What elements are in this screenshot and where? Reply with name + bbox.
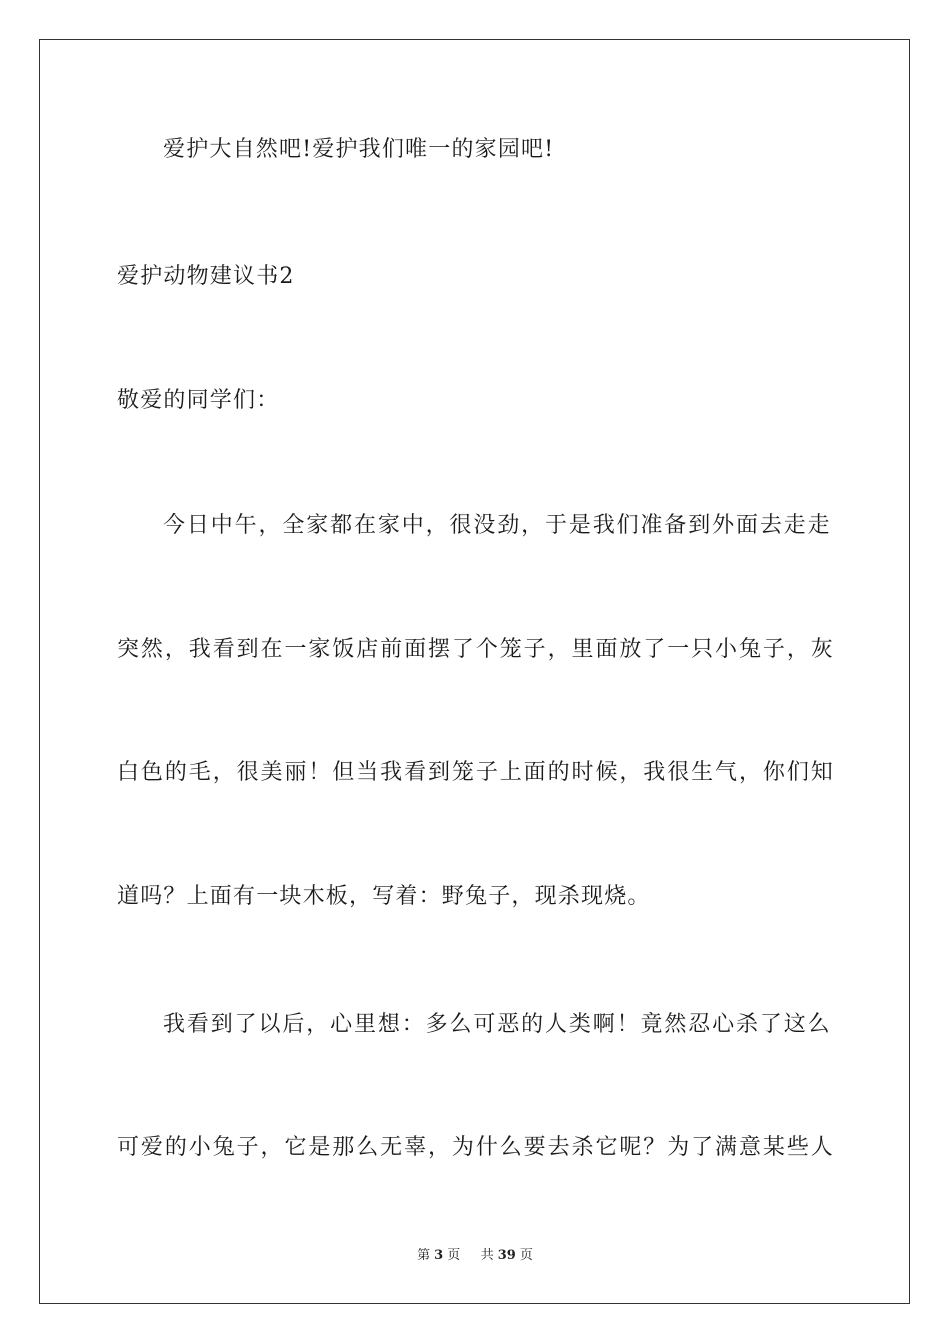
total-prefix: 共 [480,1248,494,1263]
body-line-4: 道吗？上面有一块木板，写着：野兔子，现杀现烧。 [117,884,651,909]
body-line-2: 突 然 ， 我 看 到 在 一 家 饭 店 前 面 摆 了 个 笼 子 ， 里 面 放 了 一 只 小 兔 子 ， 灰 [117,637,833,662]
section-title: 爱护动物建议书2 [117,264,295,289]
body-line-6: 可 爱 的 小 兔 子 ， 它 是 那 么 无 辜 ， 为 什 么 要 去 杀 它 呢 ？ 为 了 满 意 某 些 人 [117,1135,833,1160]
body-line-5: 我 看 到 了 以 后 ， 心 里 想 ： 多 么 可 恶 的 人 类 啊 ！ 竟 然 忍 心 杀 了 这 么 [163,1012,830,1037]
page-total: 39 [497,1248,516,1263]
page-suffix: 页 [447,1248,461,1263]
page-footer [0,1247,950,1265]
body-line-1: 今 日 中 午 ， 全 家 都 在 家 中 ， 很 没 劲 ， 于 是 我 们 准 备 到 外 面 去 走 走 [163,513,830,538]
page-number: 3 [434,1248,444,1263]
salutation: 敬爱的同学们： [117,388,280,413]
total-suffix: 页 [519,1248,533,1263]
page-prefix: 第 [417,1248,431,1263]
paragraph-closing-line: 爱护大自然吧!爱护我们唯一的家园吧! [163,137,555,162]
body-line-3: 白 色 的 毛 ， 很 美 丽 ！ 但 当 我 看 到 笼 子 上 面 的 时 候 ， 我 很 生 气 ， 你 们 知 [117,760,833,785]
page-border [39,39,910,1304]
